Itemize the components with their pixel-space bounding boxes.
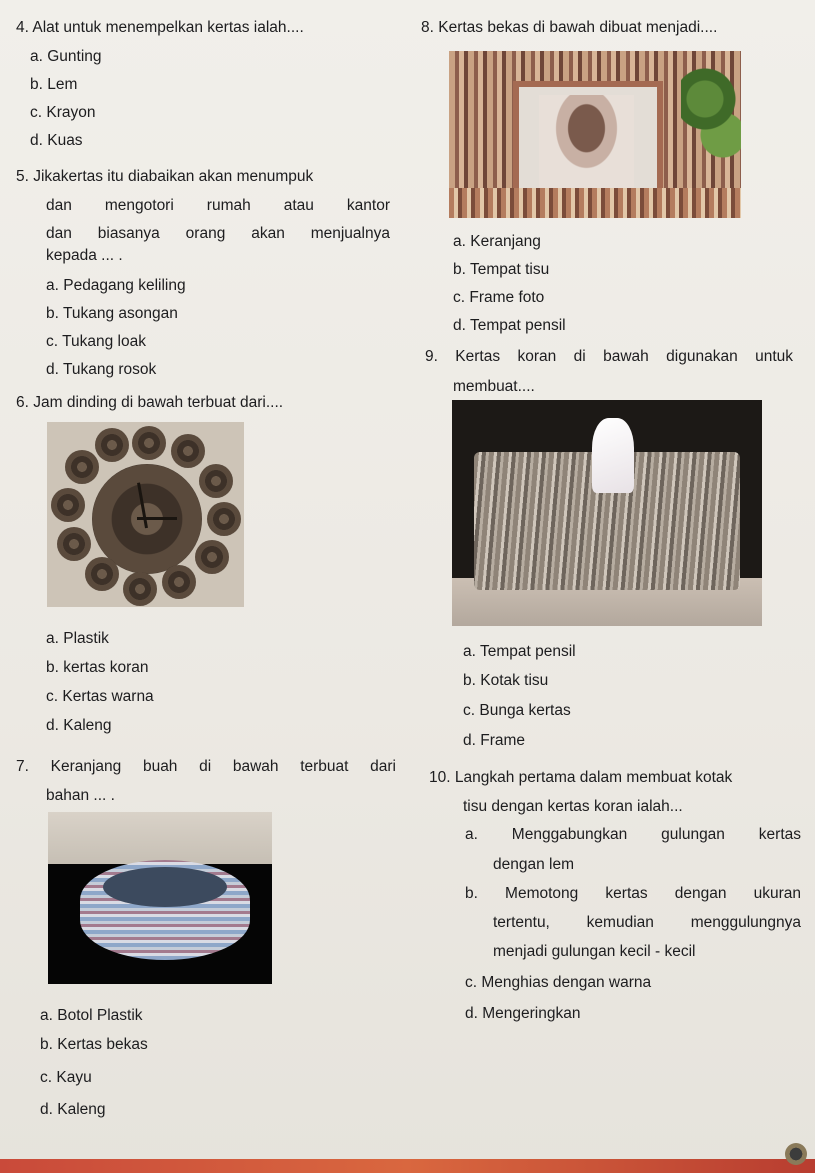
q10-question-line2: tisu dengan kertas koran ialah... [463, 798, 683, 815]
q4-option-d: d. Kuas [30, 132, 83, 149]
q7-option-a: a. Botol Plastik [40, 1007, 143, 1024]
q5-option-a: a. Pedagang keliling [46, 277, 186, 294]
q5-question-line2: dan mengotori rumah atau kantor [46, 197, 390, 214]
q9-question-line2: membuat.... [453, 378, 535, 395]
q10-option-c: c. Menghias dengan warna [465, 974, 652, 991]
q9-option-b: b. Kotak tisu [463, 672, 549, 689]
q10-question-line1: 10. Langkah pertama dalam membuat kotak [429, 769, 733, 786]
q5-option-c: c. Tukang loak [46, 333, 146, 350]
q7-option-d: d. Kaleng [40, 1101, 106, 1118]
q8-option-a: a. Keranjang [453, 233, 541, 250]
q6-question: 6. Jam dinding di bawah terbuat dari.... [16, 394, 284, 411]
q4-option-c: c. Krayon [30, 104, 96, 121]
q9-question-line1: 9. Kertas koran di bawah digunakan untuk [425, 348, 793, 365]
q9-option-c: c. Bunga kertas [463, 702, 571, 719]
q10-option-b-line3: menjadi gulungan kecil - kecil [493, 943, 696, 960]
q10-option-a-line2: dengan lem [493, 856, 575, 873]
q7-option-b: b. Kertas bekas [40, 1036, 148, 1053]
fruit-basket-photo [48, 812, 272, 984]
q6-option-a: a. Plastik [46, 630, 109, 647]
tissue-box-photo [452, 400, 762, 626]
bottom-decorative-band [0, 1159, 815, 1173]
q8-question: 8. Kertas bekas di bawah dibuat menjadi.... [421, 19, 718, 36]
q4-question: 4. Alat untuk menempelkan kertas ialah.... [16, 19, 304, 36]
q5-question-line1: 5. Jikakertas itu diabaikan akan menumpuk [16, 168, 314, 185]
q5-option-d: d. Tukang rosok [46, 361, 157, 378]
q10-option-a-line1: a. Menggabungkan gulungan kertas [465, 826, 801, 843]
q6-option-d: d. Kaleng [46, 717, 112, 734]
q9-option-a: a. Tempat pensil [463, 643, 576, 660]
photo-frame-photo [449, 51, 741, 218]
wall-clock-photo [47, 422, 244, 607]
q10-option-b-line1: b. Memotong kertas dengan ukuran [465, 885, 801, 902]
q4-option-a: a. Gunting [30, 48, 102, 65]
q6-option-b: b. kertas koran [46, 659, 149, 676]
q5-question-line4: kepada ... . [46, 247, 123, 264]
q7-option-c: c. Kayu [40, 1069, 92, 1086]
q10-option-b-line2: tertentu, kemudian menggulungnya [493, 914, 801, 931]
q8-option-d: d. Tempat pensil [453, 317, 566, 334]
q7-question-line2: bahan ... . [46, 787, 115, 804]
q5-option-b: b. Tukang asongan [46, 305, 178, 322]
q8-option-b: b. Tempat tisu [453, 261, 550, 278]
q7-question-line1: 7. Keranjang buah di bawah terbuat dari [16, 758, 396, 775]
decorative-corner-icon [785, 1143, 807, 1165]
q5-question-line3: dan biasanya orang akan menjualnya [46, 225, 390, 242]
q9-option-d: d. Frame [463, 732, 526, 749]
q4-option-b: b. Lem [30, 76, 78, 93]
q8-option-c: c. Frame foto [453, 289, 545, 306]
q10-option-d: d. Mengeringkan [465, 1005, 581, 1022]
q6-option-c: c. Kertas warna [46, 688, 154, 705]
